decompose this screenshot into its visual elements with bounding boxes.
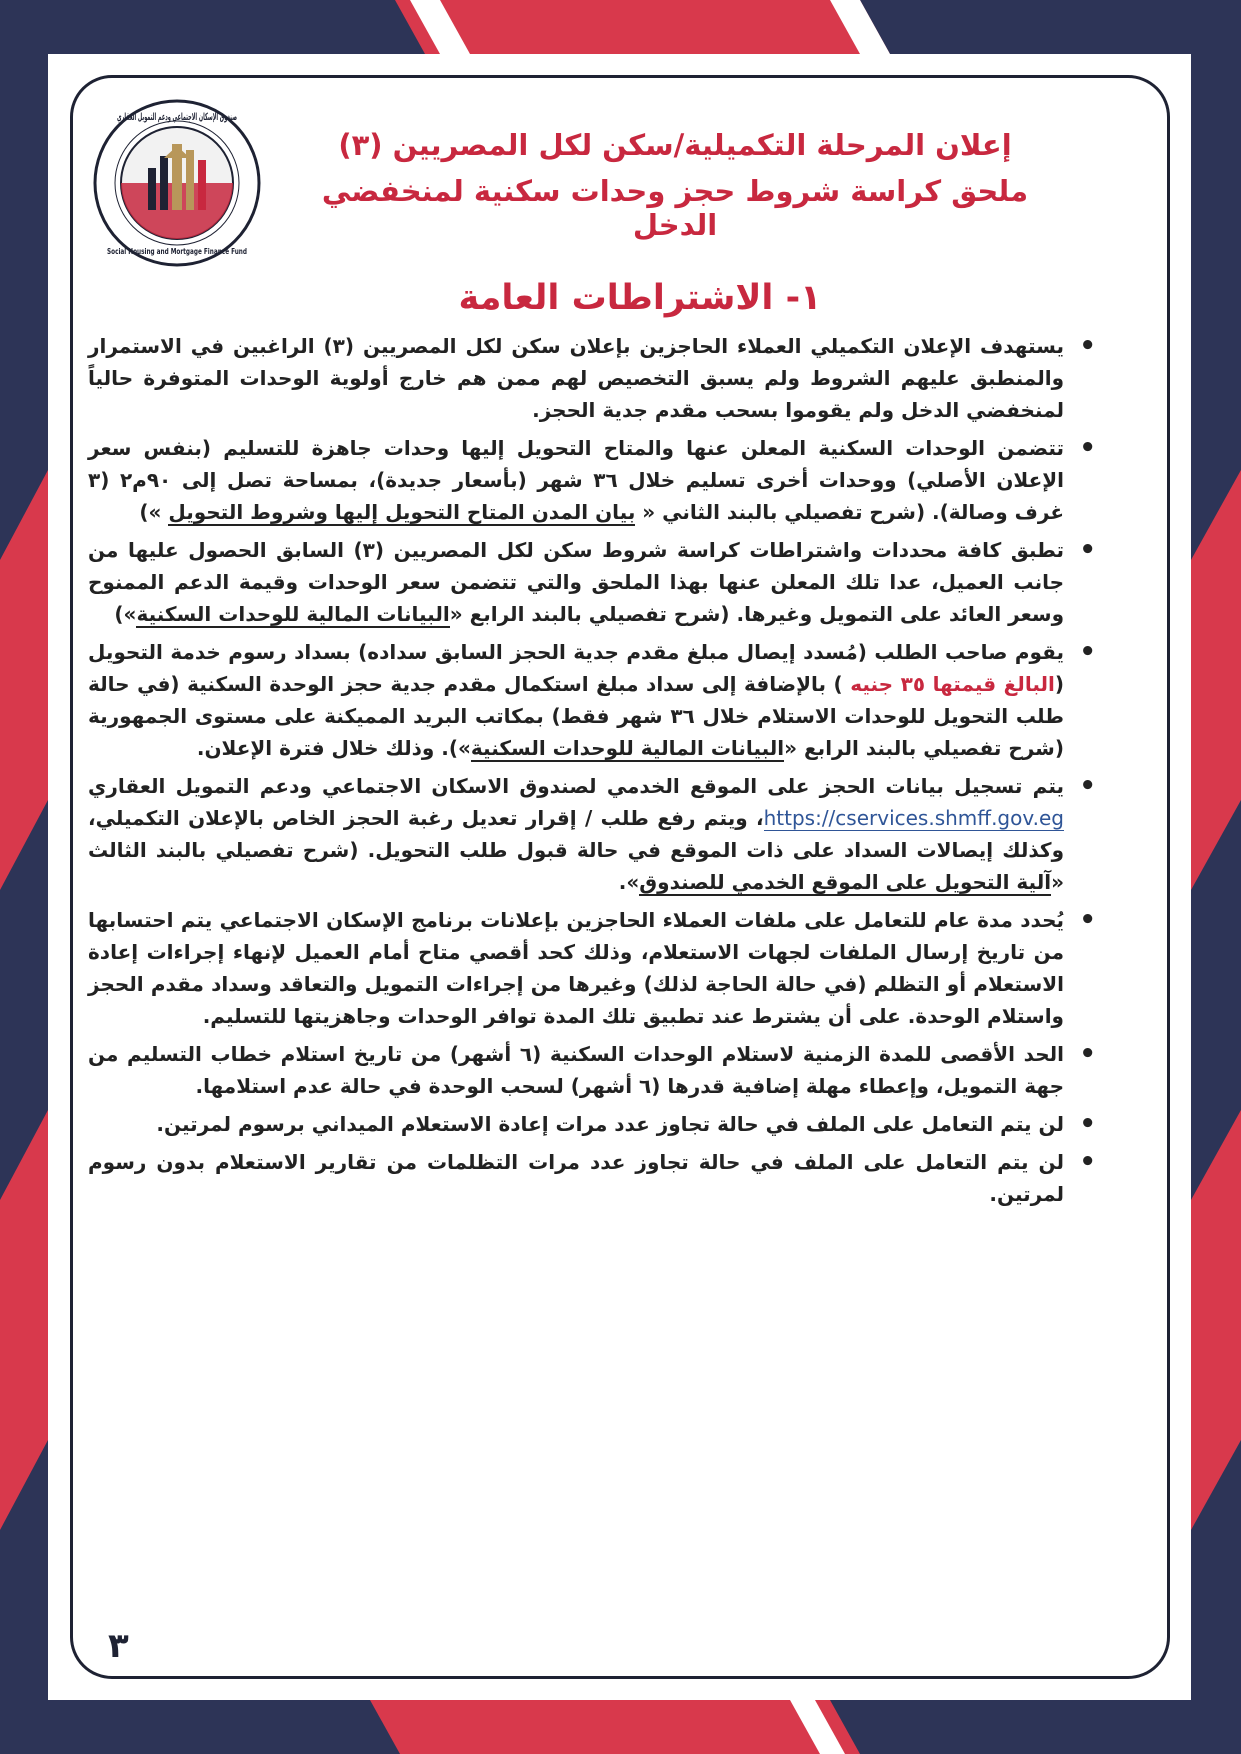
item-reference: آلية التحويل على الموقع الخدمي للصندوق: [639, 870, 1052, 894]
item-reference: البيانات المالية للوحدات السكنية: [136, 602, 450, 626]
item-text: تتضمن الوحدات السكنية المعلن عنها والمتاح التحويل إليها وحدات جاهزة للتسليم (بنفس سعر الإعلان الأصلي) ووحدات أخرى تسليم خلال ٣٦ شهر (بأسعار جديدة)، بمساحة تصل إلى ٩٠م٢ (٣ غرف وصالة). (شرح تفصيلي بالبند الثاني «: [88, 436, 1064, 524]
list-item: [88, 432, 1064, 528]
item-text-after: »): [139, 500, 169, 524]
item-text: يُحدد مدة عام للتعامل على ملفات العملاء الحاجزين بإعلانات برنامج الإسكان الاجتماعي يتم احتسابها من تاريخ إرسال الملفات لجهات الاستعلام، وذلك كحد أقصي متاح أمام العميل لإنهاء إجراءات إعادة الاستعلام أو التظلم (في حالة الحاجة لذلك) وغيرها من إجراءات التمويل والتعاقد وسداد مقدم الحجز واستلام الوحدة. على أن يشترط عند تطبيق تلك المدة توافر الوحدات وجاهزيتها للتسليم.: [88, 908, 1064, 1028]
conditions-list: [88, 330, 1098, 1216]
item-text-mid: ) بالإضافة إلى سداد مبلغ استكمال مقدم جدية حجز الوحدة السكنية (في حالة طلب التحويل للوحدات الاستلام خلال ٣٦ شهر فقط) بمكاتب البريد المميكنة على مستوى الجمهورية (شرح تفصيلي بالبند الرابع «: [88, 672, 1065, 760]
list-item: [88, 1108, 1064, 1140]
item-text: يتم تسجيل بيانات الحجز على الموقع الخدمي لصندوق الاسكان الاجتماعي ودعم التمويل العقاري: [88, 774, 1064, 798]
logo-english-text: Social Housing and Mortgage Finance Fund: [107, 247, 248, 256]
list-item: [88, 636, 1064, 764]
fund-logo: [92, 98, 262, 268]
item-text: لن يتم التعامل على الملف في حالة تجاوز عدد مرات التظلمات من تقارير الاستعلام بدون رسوم لمرتين.: [88, 1150, 1064, 1206]
document-title: إعلان المرحلة التكميلية/سكن لكل المصريين (٣): [338, 128, 1012, 162]
list-item: [88, 1146, 1064, 1210]
fee-highlight: البالغ قيمتها ٣٥ جنيه: [850, 672, 1055, 696]
item-text-after: »): [114, 602, 137, 626]
list-item: [88, 534, 1064, 630]
section-heading: ١- الاشتراطات العامة: [458, 278, 822, 318]
logo-arabic-text: صندوق الإسكان الاجتماعي ودعم التمويل العقاري: [117, 112, 237, 123]
page-number: ٣: [108, 1626, 129, 1666]
list-item: [88, 330, 1064, 426]
item-text-after: ».: [618, 870, 640, 894]
item-text: لن يتم التعامل على الملف في حالة تجاوز عدد مرات إعادة الاستعلام الميداني برسوم لمرتين.: [156, 1112, 1064, 1136]
item-text: الحد الأقصى للمدة الزمنية لاستلام الوحدات السكنية (٦ أشهر) من تاريخ استلام خطاب التسليم من جهة التمويل، وإعطاء مهلة إضافية قدرها (٦ أشهر) لسحب الوحدة في حالة عدم استلامها.: [88, 1042, 1064, 1098]
list-item: [88, 1038, 1064, 1102]
item-text: يقوم صاحب الطلب (مُسدد إيصال مبلغ مقدم جدية الحجز السابق سداده) بسداد رسوم خدمة التحويل (: [88, 640, 1064, 696]
list-item: [88, 904, 1064, 1032]
list-item: [88, 770, 1064, 898]
item-reference: البيانات المالية للوحدات السكنية: [470, 736, 785, 760]
item-reference: بيان المدن المتاح التحويل إليها وشروط التحويل: [168, 500, 636, 524]
item-text: يستهدف الإعلان التكميلي العملاء الحاجزين بإعلان سكن لكل المصريين (٣) الراغبين في الاستمرار والمنطبق عليهم الشروط ولم يسبق التخصيص لهم ممن هم خارج أولوية الوحدات المتوفرة حالياً لمنخفضي الدخل ولم يقوموا بسحب مقدم جدية الحجز.: [88, 334, 1065, 422]
item-text-mid: ، ويتم رفع طلب / إقرار تعديل رغبة الحجز الخاص بالإعلان التكميلي، وكذلك إيصالات السداد على ذات الموقع في حالة قبول طلب التحويل. (شرح تفصيلي بالبند الثالث «: [88, 806, 1064, 894]
item-text: تطبق كافة محددات واشتراطات كراسة شروط سكن لكل المصريين (٣) السابق الحصول عليها من جانب العميل، عدا تلك المعلن عنها بهذا الملحق والتي تتضمن سعر الوحدات وقيمة الدعم الممنوح وسعر العائد على التمويل وغيرها. (شرح تفصيلي بالبند الرابع «: [88, 538, 1065, 626]
document-subtitle: ملحق كراسة شروط حجز وحدات سكنية لمنخفضي الدخل: [321, 174, 1029, 242]
services-link[interactable]: https://cservices.shmff.gov.eg: [763, 806, 1064, 830]
item-text-after: »). وذلك خلال فترة الإعلان.: [196, 736, 471, 760]
